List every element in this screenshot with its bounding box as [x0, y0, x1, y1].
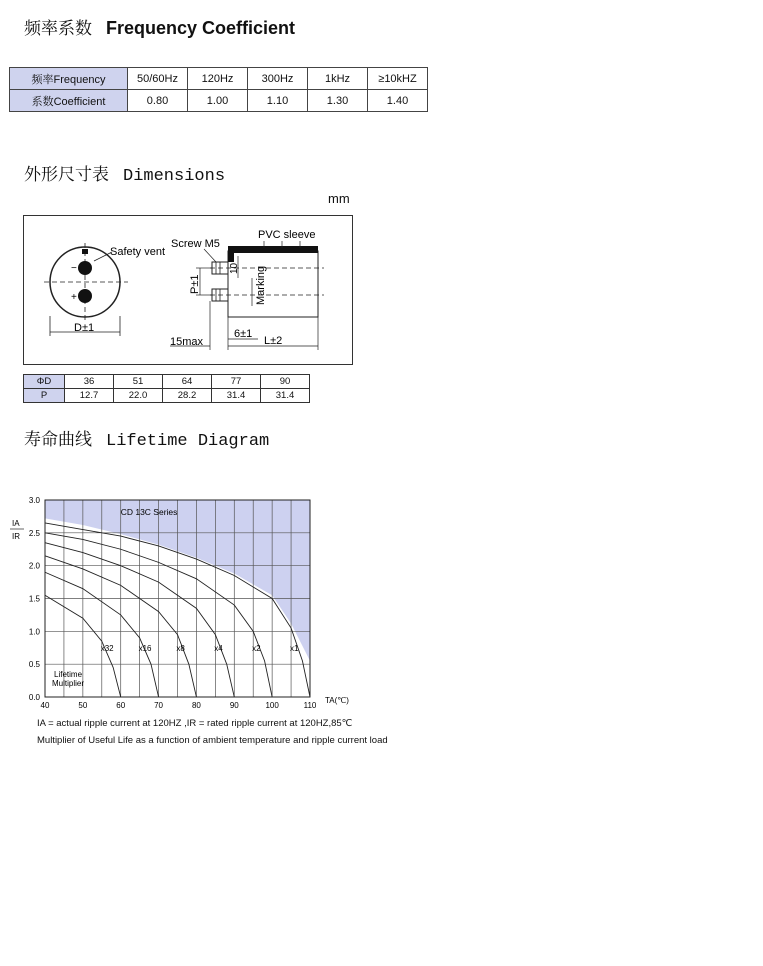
coef-cell: 1.00	[188, 90, 248, 112]
series-label-x32: x32	[100, 644, 114, 654]
y-tick-label: 0.0	[28, 693, 40, 702]
x-tick-label: 50	[78, 701, 88, 710]
x-tick-label: 70	[154, 701, 164, 710]
series-label-x16: x16	[138, 644, 152, 654]
marking-label: Marking	[255, 265, 267, 305]
y-tick-label: 3.0	[28, 496, 40, 505]
safety-vent-label: Safety vent	[110, 246, 166, 258]
frequency-heading	[24, 14, 295, 39]
dim-cell: 51	[114, 375, 163, 389]
y-tick-label: 1.5	[28, 594, 40, 604]
leader-line	[204, 249, 216, 262]
dimensions-heading-cn: 外形尺寸表	[24, 165, 109, 185]
lifetime-heading-en: Lifetime Diagram	[106, 432, 270, 451]
x-tick-label: 110	[303, 701, 317, 710]
freq-cell: 300Hz	[248, 68, 308, 90]
freq-cell: ≥10kHZ	[368, 68, 428, 90]
dimensions-table	[23, 374, 310, 403]
y-tick-label: 1.0	[28, 627, 40, 637]
freq-header-cell: 频率Frequency	[10, 68, 128, 90]
coef-cell: 1.10	[248, 90, 308, 112]
phi-d-header: ΦD	[24, 375, 65, 389]
lifetime-heading	[24, 425, 269, 451]
frequency-heading-en: Frequency Coefficient	[106, 18, 296, 38]
p-label: P±1	[189, 274, 201, 294]
coef-cell: 1.30	[308, 90, 368, 112]
dim-cell: 90	[261, 375, 310, 389]
coef-cell: 1.40	[368, 90, 428, 112]
d-label: D±1	[74, 322, 95, 334]
x-tick-label: 60	[116, 701, 126, 710]
freq-cell: 1kHz	[308, 68, 368, 90]
vent-mark	[82, 249, 88, 254]
fifteen-label: 15max	[170, 336, 204, 348]
dim-cell: 31.4	[261, 389, 310, 403]
dim-cell: 12.7	[65, 389, 114, 403]
lifetime-chart	[0, 490, 400, 720]
x-tick-label: 80	[191, 701, 201, 710]
screw-label: Screw M5	[171, 238, 220, 250]
table-row	[10, 90, 428, 112]
terminal-positive	[78, 289, 92, 303]
series-label-x2: x2	[252, 644, 261, 654]
series-label-x4: x4	[214, 644, 223, 654]
x-tick-label: 40	[40, 701, 50, 710]
dimensions-heading	[24, 160, 225, 186]
y-tick-label: 2.5	[28, 528, 40, 538]
y-tick-label: 0.5	[28, 660, 40, 670]
ten-label: 10	[229, 262, 240, 274]
chart-layer	[10, 496, 349, 710]
coef-header-cell: 系数Coefficient	[10, 90, 128, 112]
corner-label: Multiplier	[52, 679, 85, 688]
x-axis-label: TA(℃)	[325, 696, 349, 705]
freq-cell: 120Hz	[188, 68, 248, 90]
dim-cell: 28.2	[163, 389, 212, 403]
y-axis-label-bottom: IR	[12, 532, 20, 541]
table-row	[10, 68, 428, 90]
dim-cell: 36	[65, 375, 114, 389]
x-tick-label: 90	[229, 701, 239, 710]
six-label: 6±1	[234, 328, 253, 340]
dimension-drawing-svg	[24, 216, 352, 364]
frequency-table	[9, 67, 428, 112]
pvc-sleeve-label: PVC sleeve	[258, 229, 316, 241]
pvc-sleeve-band	[228, 246, 318, 253]
x-tick-label: 100	[265, 701, 279, 710]
coef-cell: 0.80	[128, 90, 188, 112]
freq-cell: 50/60Hz	[128, 68, 188, 90]
y-tick-label: 2.0	[28, 561, 40, 571]
lifetime-heading-cn: 寿命曲线	[24, 430, 92, 450]
terminal-negative	[78, 261, 92, 275]
dim-cell: 31.4	[212, 389, 261, 403]
sleeve-edge	[228, 252, 234, 262]
table-row	[24, 389, 310, 403]
minus-sign: −	[71, 263, 77, 274]
plus-sign: +	[71, 292, 77, 303]
table-row	[24, 375, 310, 389]
y-axis-label-top: IA	[12, 519, 20, 528]
unit-label: mm	[328, 191, 350, 206]
chart-title: CD 13C Series	[120, 507, 178, 517]
note-line-2: Multiplier of Useful Life as a function of ambient temperature and ripple current load	[37, 735, 388, 746]
corner-label: Lifetime	[54, 670, 83, 679]
frequency-heading-cn: 频率系数	[24, 19, 92, 39]
series-label-x8: x8	[176, 644, 185, 654]
series-label-x1: x1	[290, 644, 299, 654]
l-label: L±2	[264, 335, 283, 347]
dimensions-heading-en: Dimensions	[123, 167, 226, 186]
dimension-drawing	[23, 215, 353, 365]
capacitor-body	[228, 251, 318, 317]
dim-cell: 64	[163, 375, 212, 389]
p-header: P	[24, 389, 65, 403]
note-line-1: IA = actual ripple current at 120HZ ,IR = rated ripple current at 120HZ,85℃	[37, 718, 353, 729]
dim-cell: 77	[212, 375, 261, 389]
dim-cell: 22.0	[114, 389, 163, 403]
